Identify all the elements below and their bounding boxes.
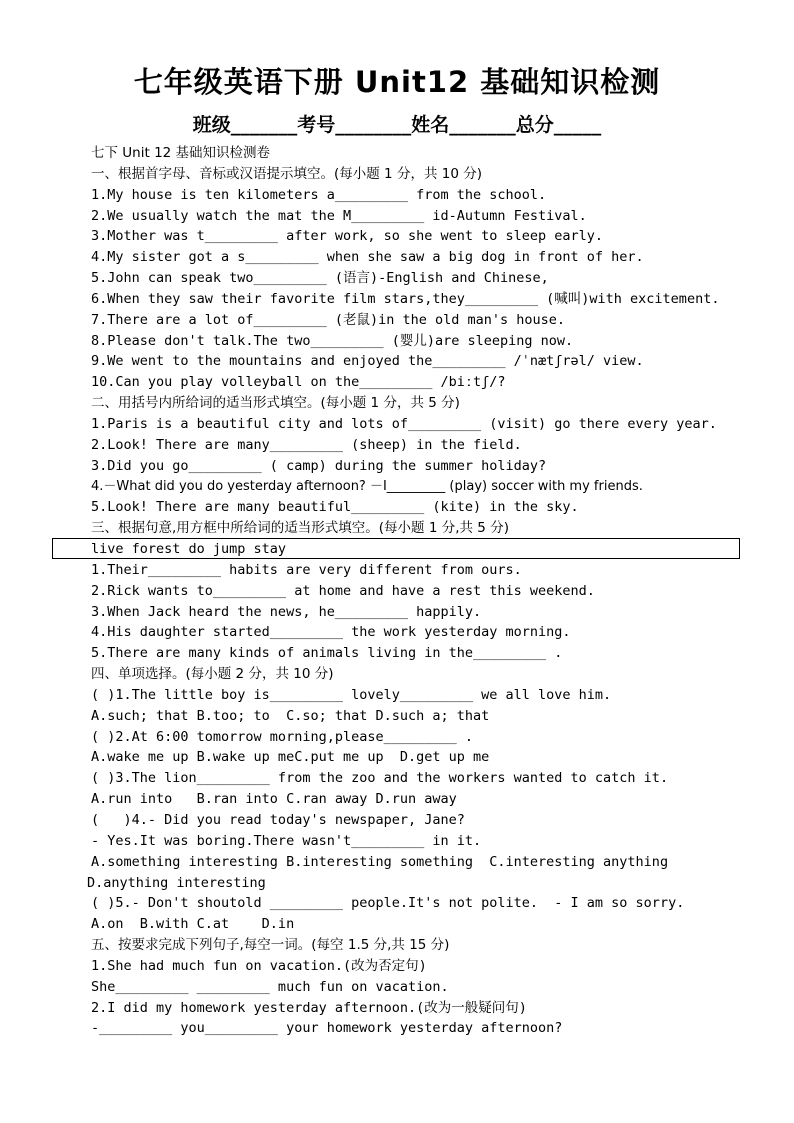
question-line: 2.Look! There are many_________ (sheep) in the field.: [91, 436, 522, 453]
question-line: 1.She had much fun on vacation.(改为否定句): [91, 957, 427, 974]
question-line: 1.My house is ten kilometers a_________ from the school.: [91, 186, 547, 203]
question-line: ( )1.The little boy is_________ lovely_________ we all love him.: [91, 686, 612, 703]
question-line: 10.Can you play volleyball on the_________ /biːtʃ/?: [91, 374, 506, 391]
section-heading: 一、根据首字母、音标或汉语提示填空。(每小题 1 分，共 10 分): [91, 165, 482, 182]
question-line: 3.When Jack heard the news, he_________ happily.: [91, 603, 482, 620]
question-line: 6.When they saw their favorite film stars,they_________ (喊叫)with excitement.: [91, 290, 720, 307]
page-title: 七年级英语下册 Unit12 基础知识检测: [133, 65, 661, 99]
question-line: ( )5.- Don't shoutold _________ people.It's not polite. - I am so sorry.: [91, 895, 685, 912]
question-line: -_________ you_________ your homework yesterday afternoon?: [91, 1020, 563, 1037]
question-line: A.wake me up B.wake up meC.put me up D.get up me: [91, 749, 490, 766]
question-line: 1.Paris is a beautiful city and lots of_________ (visit) go there every year.: [91, 415, 717, 432]
worksheet-body: [87, 143, 771, 1039]
question-line: 2.I did my homework yesterday afternoon.(改为一般疑问句): [91, 999, 527, 1016]
section-heading: 七下 Unit 12 基础知识检测卷: [91, 145, 271, 161]
question-line: A.such; that B.too; to C.so; that D.such a; that: [91, 707, 490, 724]
question-line: She_________ _________ much fun on vacation.: [91, 978, 449, 995]
question-line: 9.We went to the mountains and enjoyed the_________ /ˈnætʃrəl/ view.: [91, 353, 644, 370]
question-line: ( )4.- Did you read today's newspaper, Jane?: [91, 812, 465, 828]
section-heading: 五、按要求完成下列句子,每空一词。(每空 1.5 分,共 15 分): [91, 937, 450, 954]
question-line: 5.There are many kinds of animals living in the_________ .: [91, 645, 563, 662]
student-info-header: 班级_______考号________姓名_______总分_____: [192, 114, 602, 136]
question-line: ( )3.The lion_________ from the zoo and the workers wanted to catch it.: [91, 770, 669, 787]
question-line: A.run into B.ran into C.ran away D.run away: [91, 791, 457, 808]
question-line: 3.Mother was t_________ after work, so she went to sleep early.: [91, 228, 604, 245]
question-line: 7.There are a lot of_________ (老鼠)in the old man's house.: [91, 311, 566, 328]
section-heading: 四、单项选择。(每小题 2 分，共 10 分): [91, 666, 334, 683]
question-line: - Yes.It was boring.There wasn't_________ in it.: [91, 832, 482, 849]
section-heading: 三、根据句意,用方框中所给词的适当形式填空。(每小题 1 分,共 5 分): [91, 520, 509, 537]
question-line: 5.John can speak two_________ (语言)-English and Chinese,: [91, 270, 549, 287]
question-line: 2.We usually watch the mat the M_________ id-Autumn Festival.: [91, 207, 587, 224]
question-line: 4.My sister got a s_________ when she saw a big dog in front of her.: [91, 249, 644, 266]
question-line: 1.Their_________ habits are very different from ours.: [91, 561, 522, 578]
section-heading: 二、用括号内所给词的适当形式填空。(每小题 1 分，共 5 分): [91, 395, 460, 412]
question-line: 2.Rick wants to_________ at home and have a rest this weekend.: [91, 582, 595, 599]
question-line: A.on B.with C.at D.in: [91, 916, 295, 933]
question-line: 4.－What did you do yesterday afternoon? －I_________ (play) soccer with my friends.: [91, 478, 643, 494]
question-line: 4.His daughter started_________ the work yesterday morning.: [91, 624, 571, 641]
question-line: live forest do jump stay: [91, 541, 287, 558]
question-line: A.something interesting B.interesting something C.interesting anything: [91, 853, 669, 870]
question-line: ( )2.At 6:00 tomorrow morning,please_________ .: [91, 728, 474, 745]
question-line: 5.Look! There are many beautiful_________ (kite) in the sky.: [91, 499, 579, 516]
question-line: D.anything interesting: [87, 874, 266, 891]
question-line: 8.Please don't talk.The two_________ (婴儿)are sleeping now.: [91, 332, 574, 349]
question-line: 3.Did you go_________ ( camp) during the summer holiday?: [91, 457, 547, 474]
